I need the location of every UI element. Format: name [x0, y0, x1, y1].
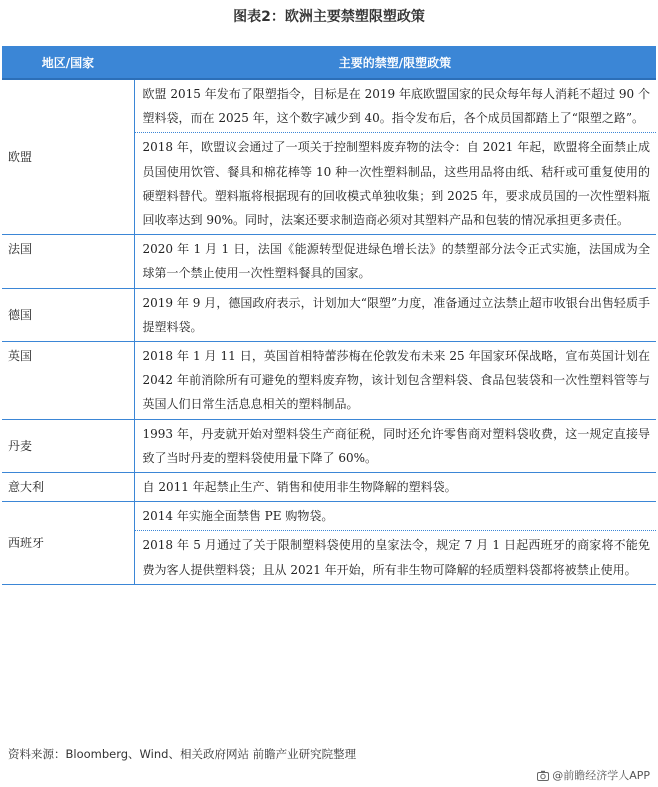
region-cell-italy: 意大利: [2, 473, 134, 502]
policy-cell: 2020 年 1 月 1 日，法国《能源转型促进绿色增长法》的禁塑部分法令正式实施，法国成为全球第一个禁止使用一次性塑料餐具的国家。: [134, 235, 656, 288]
region-cell-germany: 德国: [2, 288, 134, 341]
table-row: [2, 342, 656, 420]
policy-cell: 2019 年 9 月，德国政府表示，计划加大“限塑”力度，准备通过立法禁止超市收银台出售轻质手提塑料袋。: [134, 288, 656, 341]
policy-cell: 2018 年 5 月通过了关于限制塑料袋使用的皇家法令，规定 7 月 1 日起西班牙的商家将不能免费为客人提供塑料袋；且从 2021 年开始，所有非生物可降解的轻质塑料袋都将被禁止使用。: [134, 531, 656, 584]
region-cell-denmark: 丹麦: [2, 419, 134, 472]
policy-cell: 2018 年，欧盟议会通过了一项关于控制塑料废弃物的法令：自 2021 年起，欧盟将全面禁止成员国使用饮管、餐具和棉花棒等 10 种一次性塑料制品，这些用品将由纸、秸秆或可重复使用的硬塑料替代。塑料瓶将根据现有的回收模式单独收集；到 2025 年，要求成员国的一次性塑料瓶回收率达到 90%。同时，法案还要求制造商必须对其塑料产品和包装的情况承担更多责任。: [134, 133, 656, 235]
brand-credit: [537, 767, 650, 783]
table-row: [2, 502, 656, 531]
policy-cell: 2014 年实施全面禁售 PE 购物袋。: [134, 502, 656, 531]
policy-cell: 自 2011 年起禁止生产、销售和使用非生物降解的塑料袋。: [134, 473, 656, 502]
table-row: [2, 473, 656, 502]
policy-cell: 2018 年 1 月 11 日，英国首相特蕾莎梅在伦敦发布未来 25 年国家环保战略，宣布英国计划在 2042 年前消除所有可避免的塑料废弃物，该计划包含塑料袋、食品包装袋和一次性塑料管等与英国人们日常生活息息相关的塑料制品。: [134, 342, 656, 420]
column-header-policy: 主要的禁塑/限塑政策: [134, 46, 656, 79]
table-row: [2, 419, 656, 472]
region-cell-france: 法国: [2, 235, 134, 288]
column-header-region: 地区/国家: [2, 46, 134, 79]
table-row: [2, 79, 656, 133]
table-row: [2, 235, 656, 288]
figure-title: 图表2：欧洲主要禁塑限塑政策: [233, 9, 425, 25]
policy-cell: 1993 年，丹麦就开始对塑料袋生产商征税，同时还允许零售商对塑料袋收费，这一规定直接导致了当时丹麦的塑料袋使用量下降了 60%。: [134, 419, 656, 472]
camera-icon: [537, 770, 549, 781]
brand-label: @前瞻经济学人APP: [552, 769, 650, 782]
source-note: 资料来源：Bloomberg、Wind、相关政府网站 前瞻产业研究院整理: [8, 747, 357, 761]
region-cell-eu: 欧盟: [2, 79, 134, 235]
table-header-row: [2, 46, 656, 79]
region-cell-spain: 西班牙: [2, 502, 134, 585]
policy-cell: 欧盟 2015 年发布了限塑指令，目标是在 2019 年底欧盟国家的民众每年每人消耗不超过 90 个塑料袋，而在 2025 年，这个数字减少到 40。指令发布后，各个成员国都踏上了“限塑之路”。: [134, 79, 656, 133]
policy-table: [2, 46, 656, 585]
table-row: [2, 288, 656, 341]
region-cell-uk: 英国: [2, 342, 134, 420]
